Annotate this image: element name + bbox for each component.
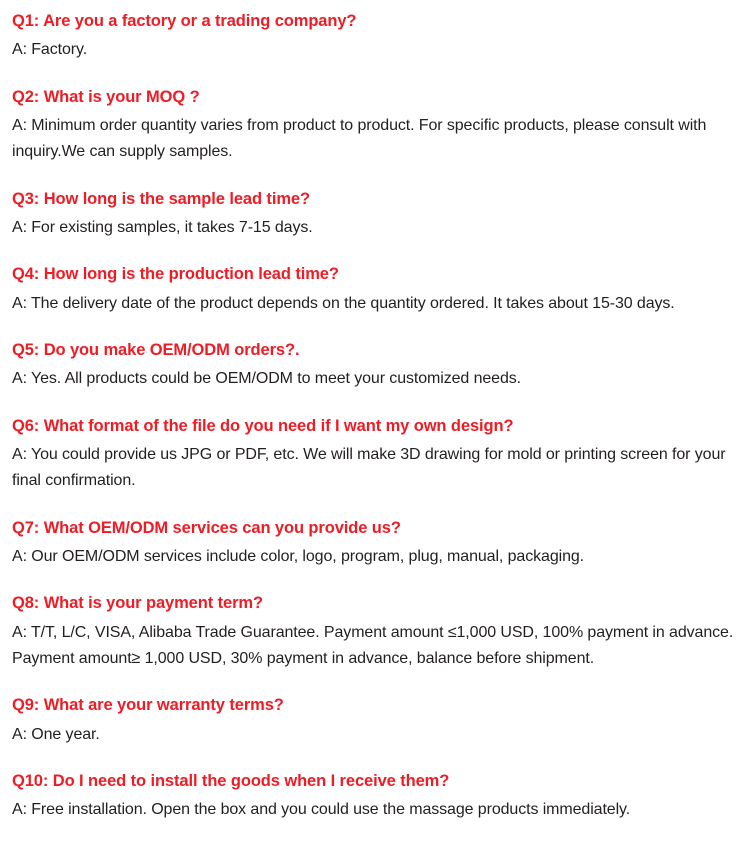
faq-item (12, 188, 738, 242)
faq-question: Q6: What format of the file do you need if I want my own design? (12, 416, 514, 435)
faq-question: Q2: What is your MOQ ? (12, 87, 200, 106)
faq-answer: A: Factory. (12, 41, 88, 59)
faq-item (12, 263, 738, 317)
faq-answer: A: For existing samples, it takes 7-15 days. (12, 218, 313, 236)
faq-item (12, 415, 738, 495)
faq-item (12, 770, 738, 824)
faq-answer: A: The delivery date of the product depends on the quantity ordered. It takes about 15-30 days. (12, 294, 675, 312)
faq-item (12, 339, 738, 393)
faq-answer: A: Our OEM/ODM services include color, logo, program, plug, manual, packaging. (12, 547, 585, 565)
faq-item (12, 86, 738, 166)
faq-item (12, 10, 738, 64)
faq-answer: A: You could provide us JPG or PDF, etc. We will make 3D drawing for mold or printing screen for your final confirmation. (12, 445, 726, 490)
faq-question: Q8: What is your payment term? (12, 594, 263, 613)
faq-answer: A: Free installation. Open the box and you could use the massage products immediately. (12, 801, 631, 819)
faq-question: Q4: How long is the production lead time? (12, 265, 339, 284)
faq-answer: A: Minimum order quantity varies from product to product. For specific products, please consult with inquiry.We can supply samples. (12, 116, 707, 161)
faq-question: Q3: How long is the sample lead time? (12, 189, 310, 208)
faq-answer: A: One year. (12, 725, 100, 743)
faq-answer: A: T/T, L/C, VISA, Alibaba Trade Guarantee. Payment amount ≤1,000 USD, 100% payment in advance. Payment amount≥ 1,000 USD, 30% payment in advance, balance before shipment. (12, 623, 734, 668)
faq-answer: A: Yes. All products could be OEM/ODM to meet your customized needs. (12, 370, 522, 388)
faq-item (12, 694, 738, 748)
faq-item (12, 592, 738, 672)
faq-question: Q7: What OEM/ODM services can you provide us? (12, 518, 401, 537)
faq-question: Q9: What are your warranty terms? (12, 696, 284, 715)
faq-question: Q10: Do I need to install the goods when I receive them? (12, 772, 450, 791)
faq-item (12, 517, 738, 571)
faq-question: Q1: Are you a factory or a trading company? (12, 12, 357, 30)
faq-question: Q5: Do you make OEM/ODM orders?. (12, 341, 300, 360)
